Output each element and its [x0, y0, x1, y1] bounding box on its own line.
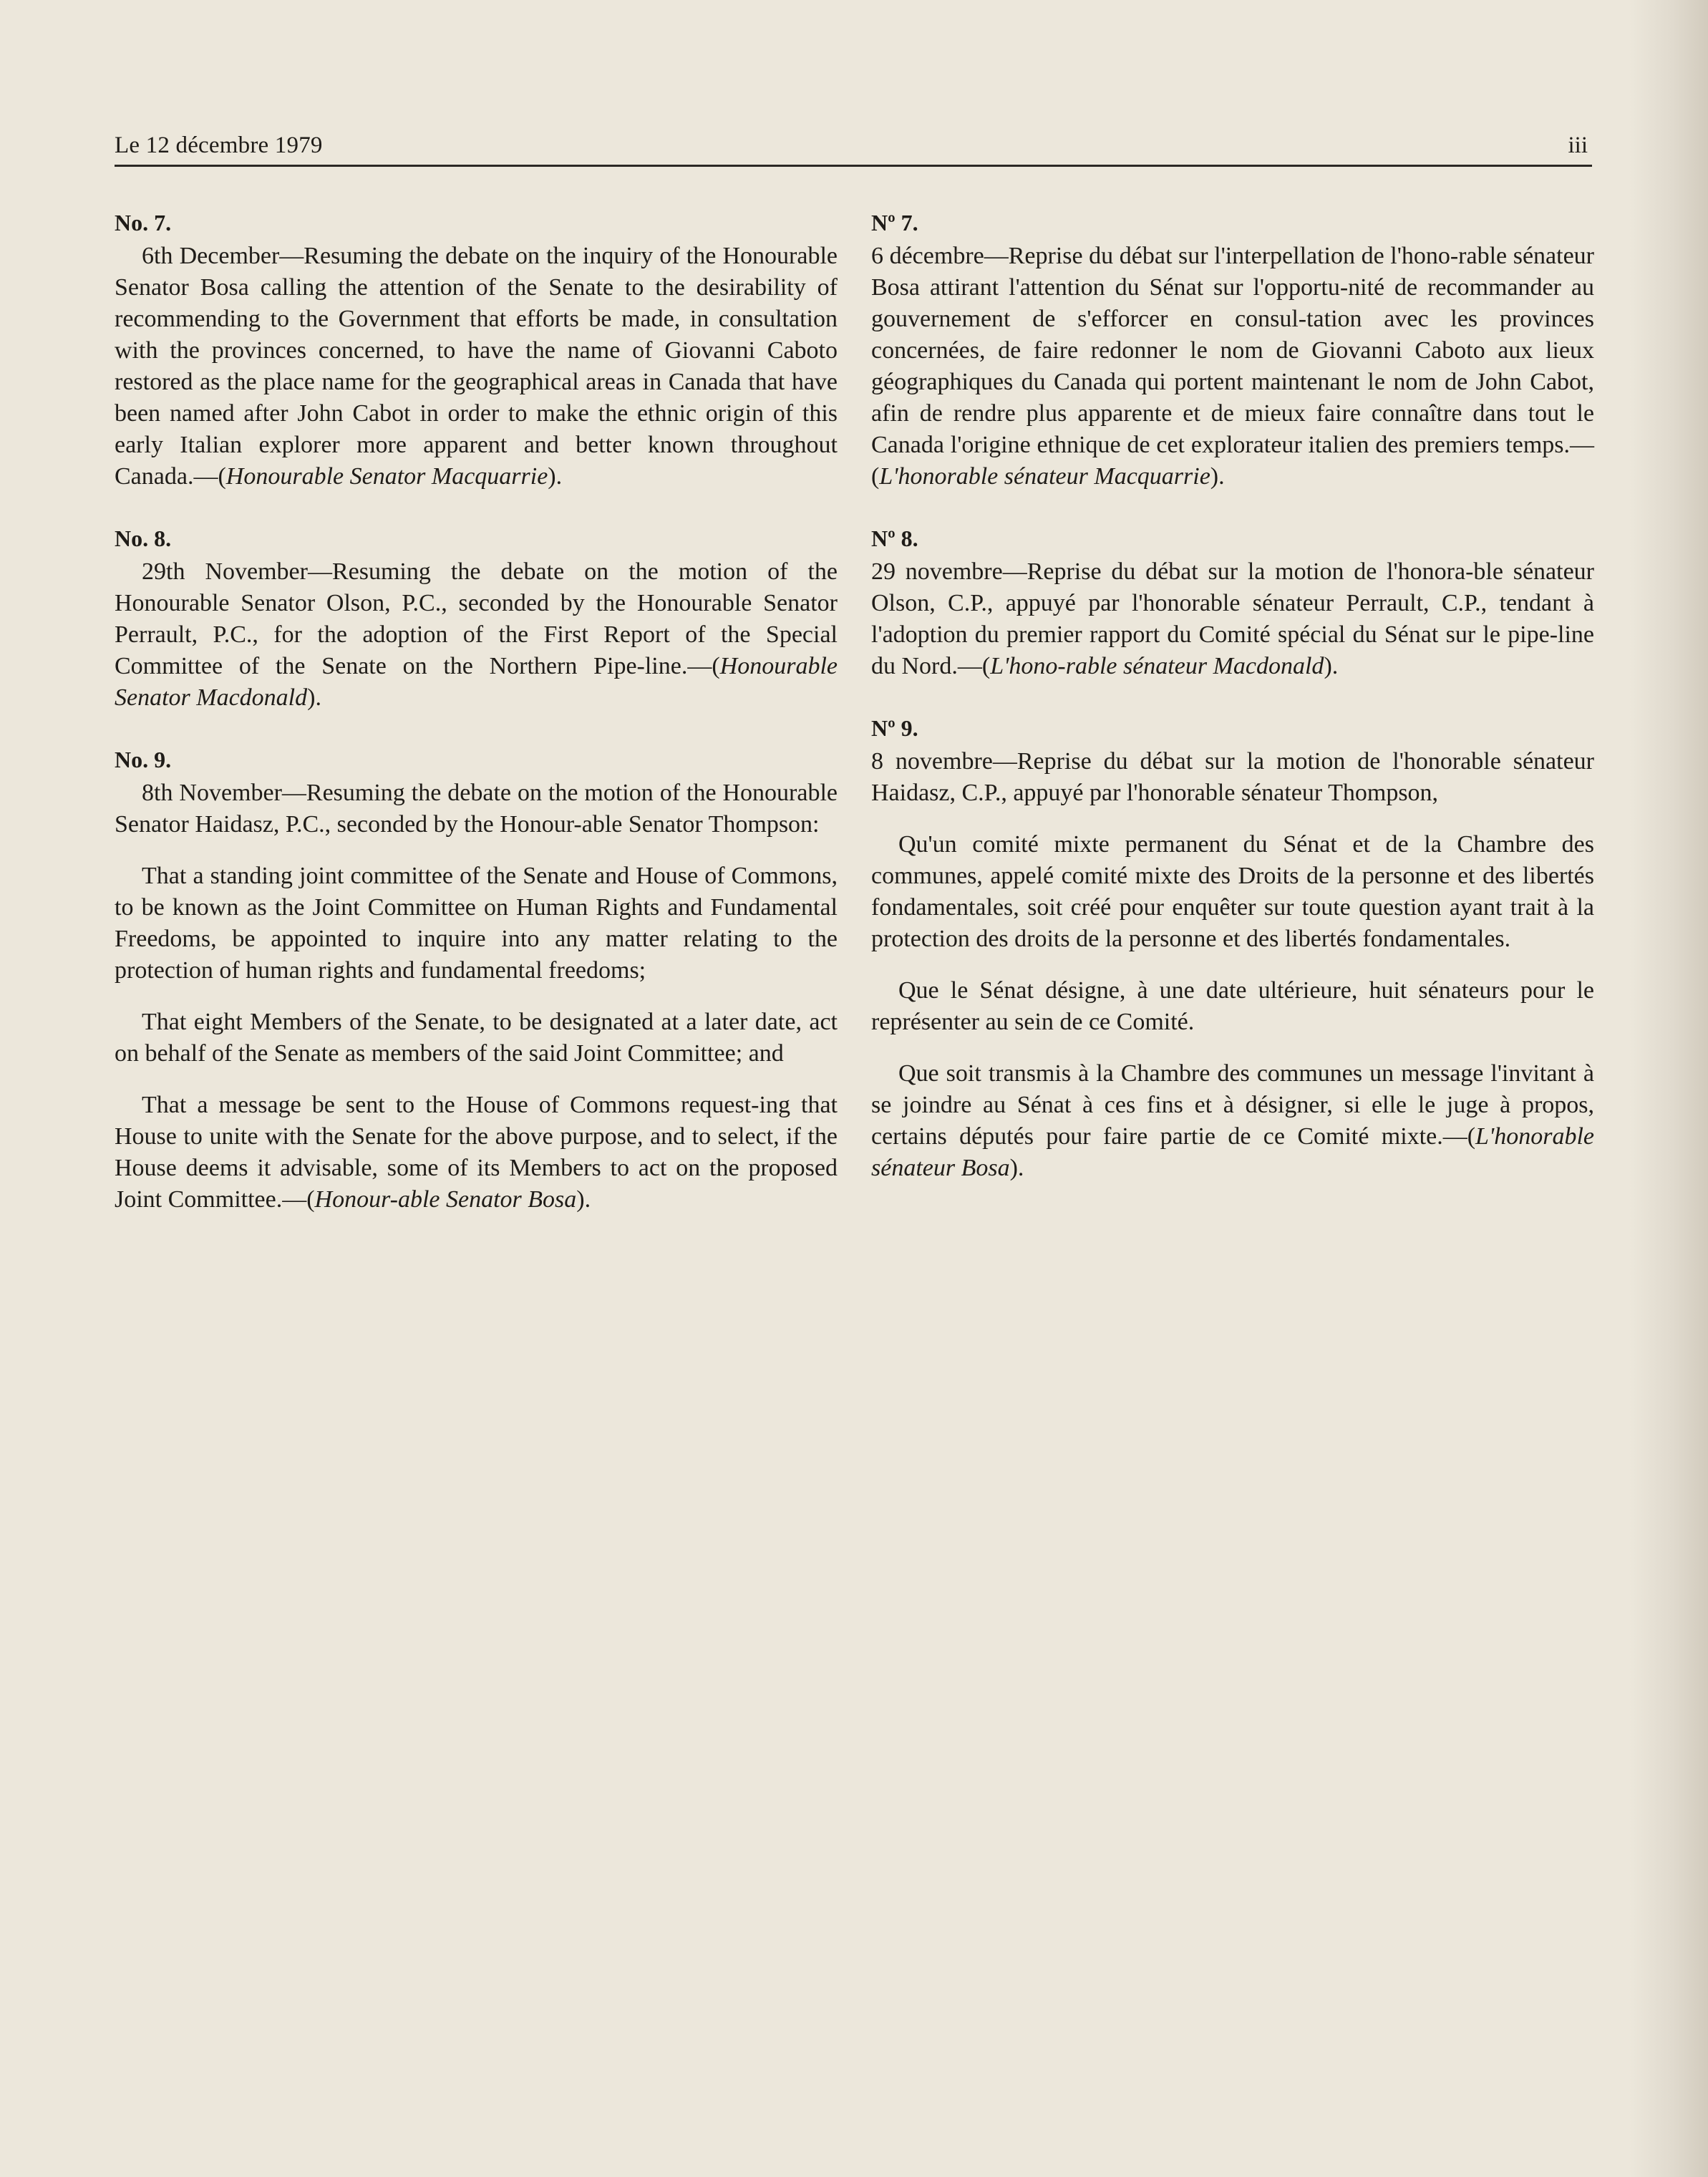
item-paragraph: 29 novembre—Reprise du débat sur la motion de l'honora-ble sénateur Olson, C.P., appuyé par l'honorable sénateur Perrault, C.P., tendant à l'adoption du premier rapport du Comité spécial du Sénat sur le pipe-line du Nord.—(L'hono-rable sénateur Macdonald).	[871, 558, 1594, 679]
order-item-no-9-en	[115, 746, 838, 1216]
french-column	[871, 209, 1594, 1216]
senator-citation: Honourable Senator Macquarrie	[225, 463, 548, 490]
motion-paragraph: That a message be sent to the House of Commons request-ing that House to unite with the Senate for the above purpose, and to select, if the House deems it advisable, some of its Members to act on the proposed Joint Committee.—(Honour-able Senator Bosa).	[115, 1092, 838, 1213]
motion-paragraph: Que le Sénat désigne, à une date ultérieure, huit sénateurs pour le représenter au sein de ce Comité.	[871, 977, 1594, 1035]
item-paragraph: 6 décembre—Reprise du débat sur l'interpellation de l'hono-rable sénateur Bosa attirant l'attention du Sénat sur l'opportu-nité de recommander au gouvernement de s'efforcer en consul-tation avec les provinces concernées, de faire redonner le nom de Giovanni Caboto aux lieux géographiques du Canada qui portent maintenant le nom de John Cabot, afin de rendre plus apparente et de mieux faire connaître dans tout le Canada l'origine ethnique de cet explorateur italien des premiers temps.—(L'honorable sénateur Macquarrie).	[871, 243, 1594, 490]
item-paragraph: 8th November—Resuming the debate on the motion of the Honourable Senator Haidasz, P.C., seconded by the Honour-able Senator Thompson:	[115, 780, 838, 838]
senator-citation: Honourable Senator Macdonald	[115, 653, 838, 711]
item-heading: Nº 7.	[871, 210, 918, 236]
item-heading: Nº 8.	[871, 525, 918, 551]
motion-paragraph: That eight Members of the Senate, to be designated at a later date, act on behalf of the Senate as members of the said Joint Committee; and	[115, 1009, 838, 1067]
item-paragraph: 29th November—Resuming the debate on the motion of the Honourable Senator Olson, P.C., seconded by the Honourable Senator Perrault, P.C., for the adoption of the First Report of the Special Committee of the Senate on the Northern Pipe-line.—(Honourable Senator Macdonald).	[115, 558, 838, 711]
motion-paragraph: Qu'un comité mixte permanent du Sénat et de la Chambre des communes, appelé comité mixte des Droits de la personne et des libertés fondamentales, soit créé pour enquêter sur toute question ayant trait à la protection des droits de la personne et des libertés fondamentales.	[871, 831, 1594, 952]
running-header	[115, 126, 1592, 167]
header-date: Le 12 décembre 1979	[115, 132, 323, 158]
item-heading: No. 7.	[115, 210, 172, 236]
motion-paragraph: Que soit transmis à la Chambre des communes un message l'invitant à se joindre au Sénat à ces fins et à désigner, si elle le juge à propos, certains députés pour faire partie de ce Comité mixte.—(L'honorable sénateur Bosa).	[871, 1060, 1594, 1181]
page-number: iii	[1568, 132, 1588, 158]
item-paragraph: 8 novembre—Reprise du débat sur la motion de l'honorable sénateur Haidasz, C.P., appuyé par l'honorable sénateur Thompson,	[871, 748, 1594, 806]
order-item-no-9-fr	[871, 714, 1594, 1184]
senator-citation: Honour-able Senator Bosa	[314, 1186, 577, 1213]
item-paragraph: 6th December—Resuming the debate on the inquiry of the Honourable Senator Bosa calling the attention of the Senate to the desirability of recommending to the Government that efforts be made, in consultation with the provinces concerned, to have the name of Giovanni Caboto restored as the place name for the geographical areas in Canada that have been named after John Cabot in order to make the ethnic origin of this early Italian explorer more apparent and better known throughout Canada.—(Honourable Senator Macquarrie).	[115, 243, 838, 490]
english-column	[115, 209, 838, 1248]
senator-citation: L'honorable sénateur Macquarrie	[879, 463, 1210, 490]
senator-citation: L'hono-rable sénateur Macdonald	[990, 653, 1324, 679]
item-heading: No. 8.	[115, 525, 172, 551]
senator-citation: L'honorable sénateur Bosa	[871, 1123, 1594, 1181]
motion-paragraph: That a standing joint committee of the Senate and House of Commons, to be known as the Joint Committee on Human Rights and Fundamental Freedoms, be appointed to inquire into any matter relating to the protection of human rights and fundamental freedoms;	[115, 863, 838, 984]
order-item-no-7-fr	[871, 209, 1594, 493]
item-heading: No. 9.	[115, 747, 172, 772]
order-item-no-8-en	[115, 525, 838, 714]
page-edge-shadow	[1629, 0, 1708, 2177]
order-item-no-7-en	[115, 209, 838, 493]
item-heading: Nº 9.	[871, 715, 918, 741]
order-item-no-8-fr	[871, 525, 1594, 682]
